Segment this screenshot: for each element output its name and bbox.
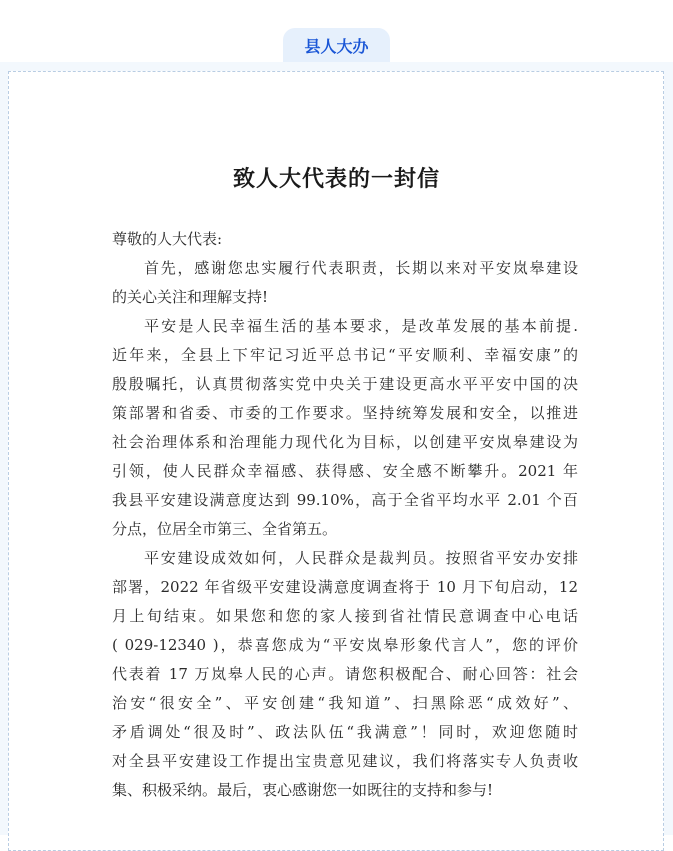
paragraph-line: 平安是人民幸福生活的基本要求，是改革发展的基本前提.: [144, 317, 578, 335]
paragraph-line: 治安“很安全”、平安创建“我知道”、扫黑除恶“成效好”、: [112, 694, 578, 712]
letter-body: [112, 225, 578, 805]
paragraph-line: 殷殷嘱托，认真贯彻落实党中央关于建设更高水平平安中国的决: [112, 375, 578, 393]
paragraph: [112, 254, 578, 312]
paragraph-line: 代表着 17 万岚皋人民的心声。请您积极配合、耐心回答：社会: [112, 665, 578, 683]
paragraph-line: 部署，2022 年省级平安建设满意度调查将于 10 月下旬启动，12: [112, 578, 578, 596]
paragraph-line: 集、积极采纳。最后，衷心感谢您一如既往的支持和参与!: [112, 781, 494, 799]
paragraph: [112, 544, 578, 805]
paragraph-line: 首先，感谢您忠实履行代表职责，长期以来对平安岚皋建设: [144, 259, 578, 277]
salutation: 尊敬的人大代表:: [112, 230, 223, 248]
tab-county-npc-office[interactable]: [283, 28, 390, 62]
paragraph-line: 矛盾调处“很及时”、政法队伍“我满意”！同时，欢迎您随时: [112, 723, 578, 741]
paragraph: [112, 312, 578, 544]
paragraph-line: 平安建设成效如何，人民群众是裁判员。按照省平安办安排: [144, 549, 578, 567]
paragraph-line: 月上旬结束。如果您和您的家人接到省社情民意调查中心电话: [112, 607, 578, 625]
tab-label: 县人大办: [304, 36, 369, 56]
paragraph-line: 对全县平安建设工作提出宝贵意见建议，我们将落实专人负责收: [112, 752, 578, 770]
paragraph-line: 分点，位居全市第三、全省第五。: [112, 520, 338, 538]
paragraph-line: 引领，使人民群众幸福感、获得感、安全感不断攀升。2021 年: [112, 462, 578, 480]
paragraph-line: 近年来，全县上下牢记习近平总书记“平安顺利、幸福安康”的: [112, 346, 578, 364]
paragraph-line: ( 029-12340 )，恭喜您成为“平安岚皋形象代言人”，您的评价: [112, 636, 578, 654]
paragraph-line: 我县平安建设满意度达到 99.10%，高于全省平均水平 2.01 个百: [112, 491, 578, 509]
paragraph-line: 策部署和省委、市委的工作要求。坚持统筹发展和安全，以推进: [112, 404, 578, 422]
letter-title: 致人大代表的一封信: [232, 166, 440, 192]
paragraph-line: 的关心关注和理解支持!: [112, 288, 269, 306]
paragraph-line: 社会治理体系和治理能力现代化为目标，以创建平安岚皋建设为: [112, 433, 578, 451]
